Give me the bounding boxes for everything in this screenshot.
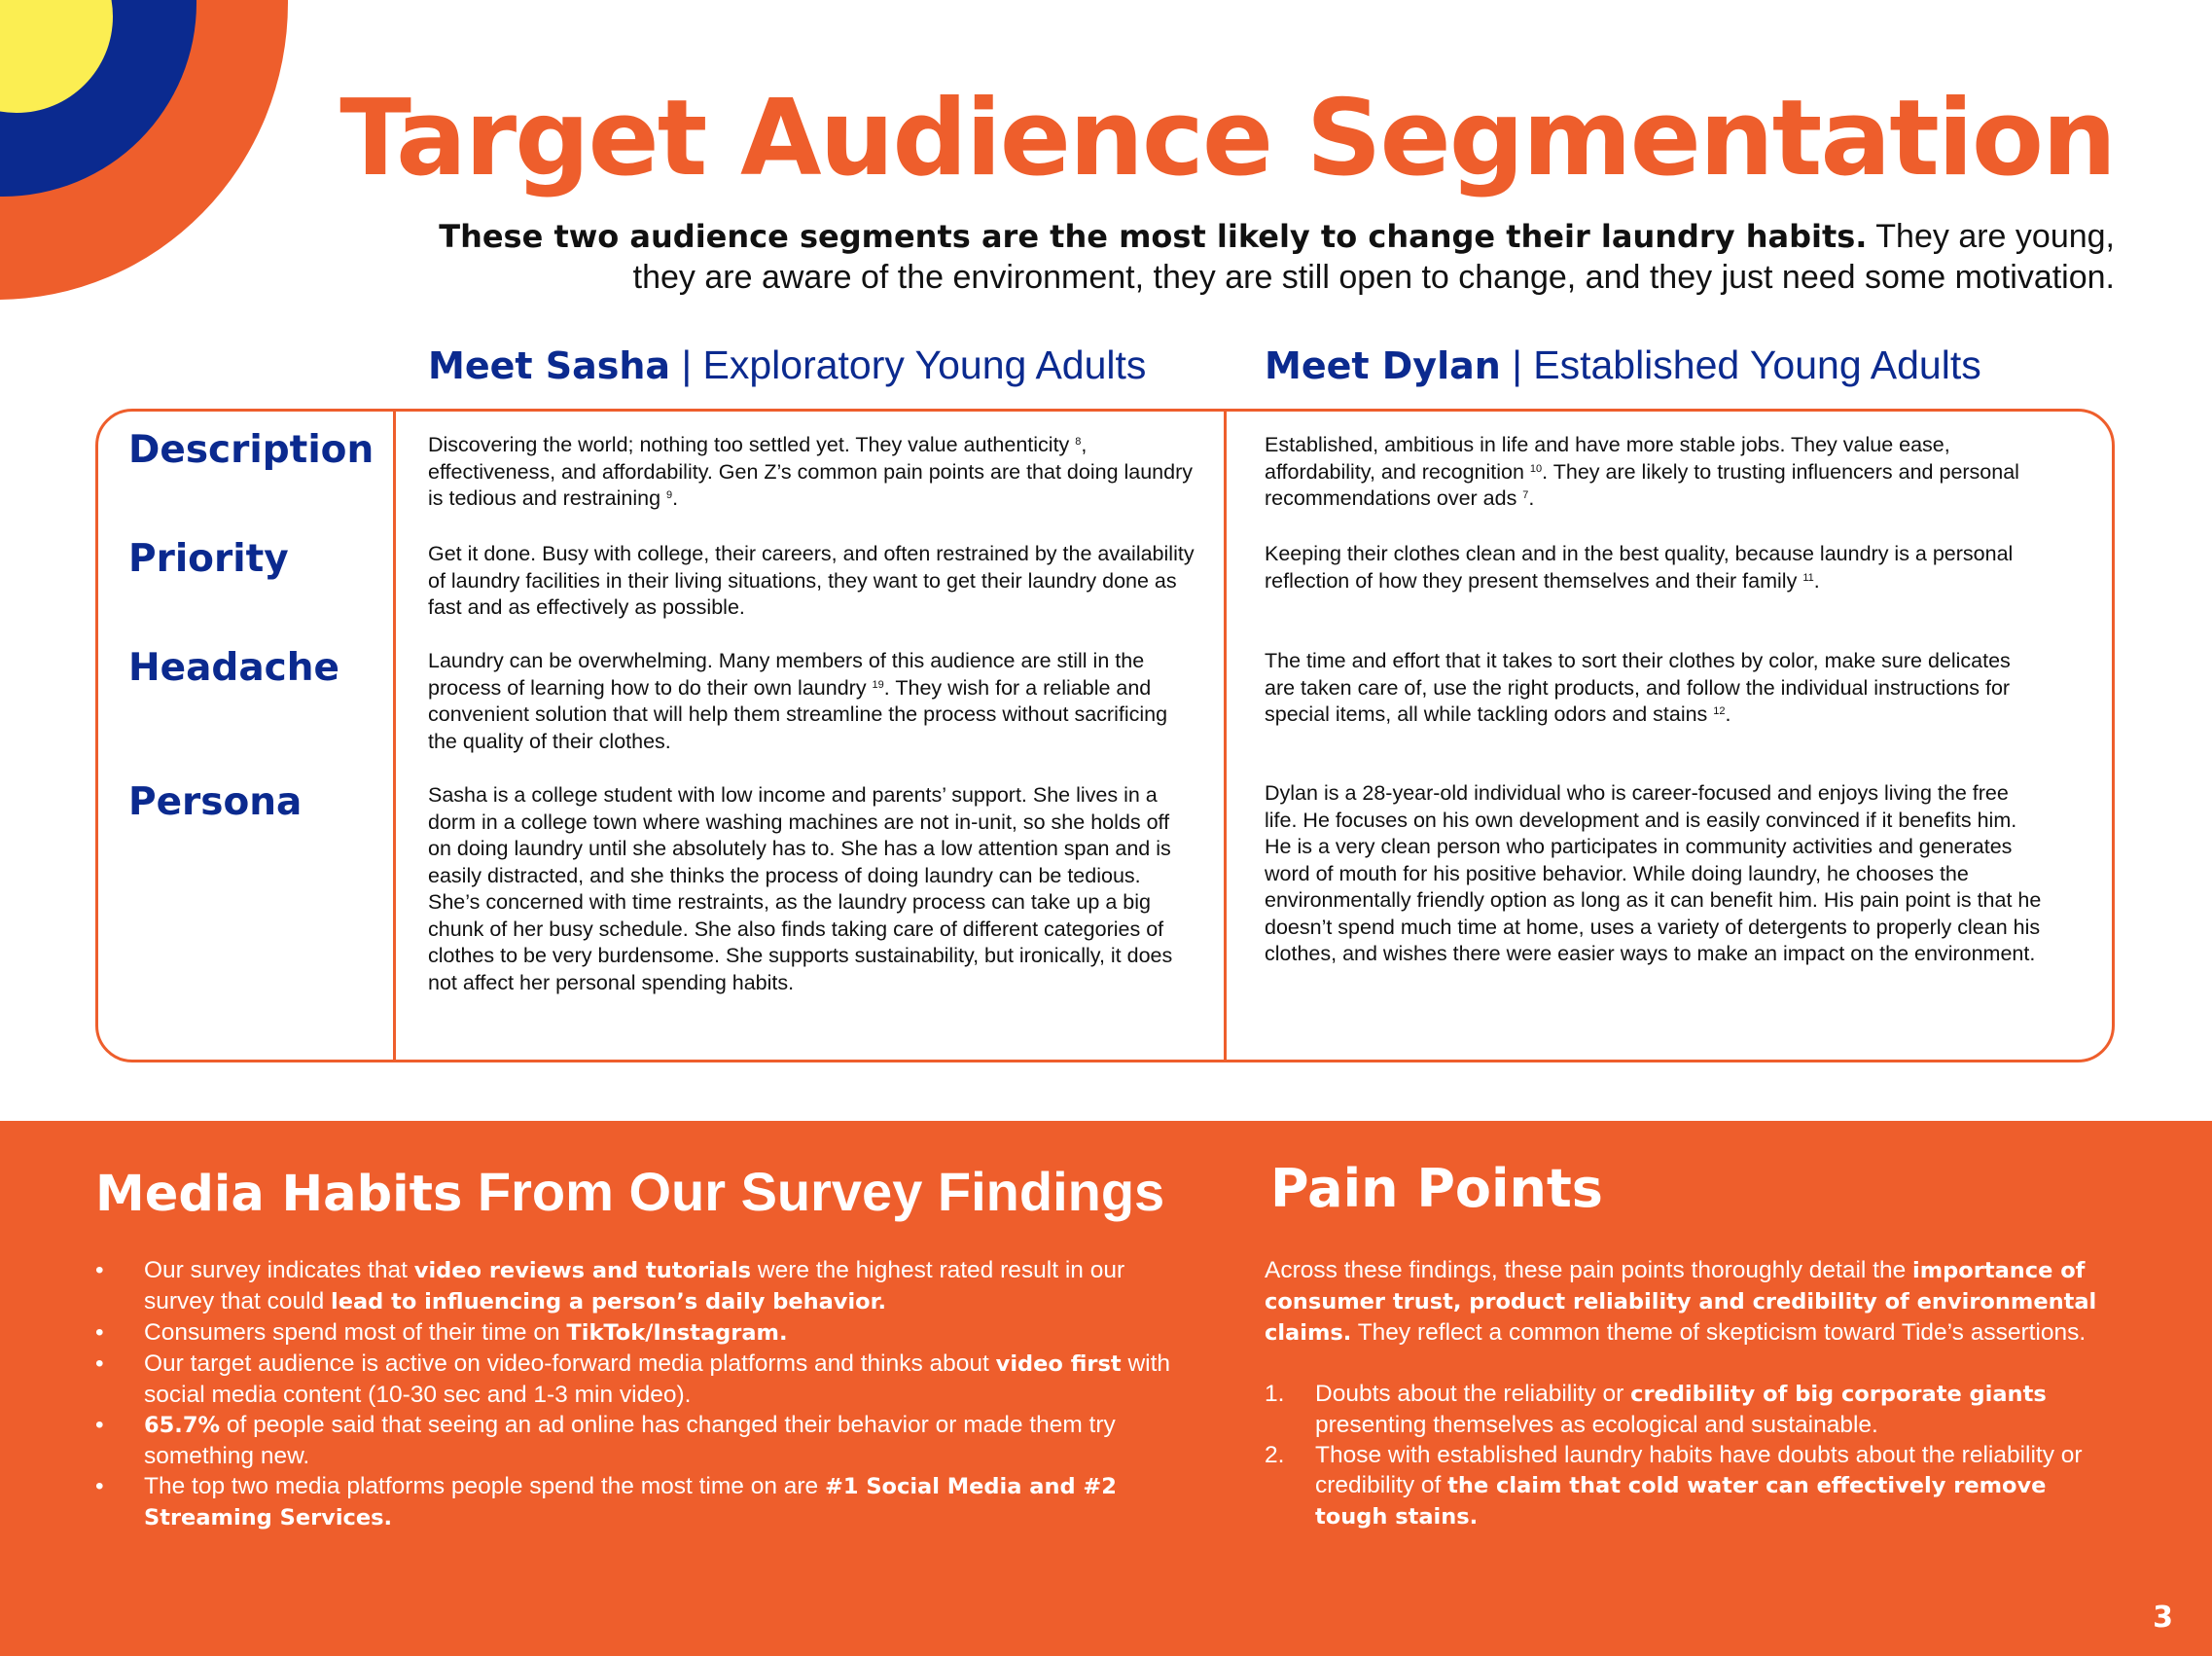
sasha-headache: Laundry can be overwhelming. Many members of this audience are still in the process of learning how to do their own laundry $^{19}$. They wish for a reliable and convenient solution that will help them streamline the process without sacrificing the quality of their clothes. <box>428 649 1168 753</box>
segment-sasha-label: Exploratory Young Adults <box>702 342 1147 387</box>
dylan-headache: The time and effort that it takes to sort their clothes by color, make sure delicates are taken care of, use the right products, and follow the individual instructions for special items, all while tackling odors and stains $^{12}$. <box>1265 649 2011 726</box>
sasha-persona: Sasha is a college student with low income and parents’ support. She lives in a dorm in a college town where washing machines are not in-unit, so she holds off on doing laundry until she absolutely has to. She has a low attention span and is easily distracted, and she thinks the process of doing laundry can be tedious. She’s concerned with time restraints, as the laundry process can take up a big chunk of her busy schedule. She also finds taking care of different categories of clothes to be very burdensome. She supports sustainability, but ironically, it does not affect her personal spending habits. <box>428 783 1173 994</box>
subtitle-bold: These two audience segments are the most likely to change their laundry habits. <box>439 218 1868 255</box>
column-header-sasha <box>428 342 1146 388</box>
page-number: 3 <box>2153 1601 2173 1635</box>
list-item: 2. Those with established laundry habits have doubts about the reliability or credibility of the claim that cold water can effectively remove tough stains. <box>1265 1442 2083 1530</box>
header-separator: | <box>1500 342 1534 387</box>
meet-sasha-label: Meet Sasha <box>428 344 671 387</box>
column-header-dylan <box>1265 342 1981 388</box>
decorative-circles <box>0 0 292 302</box>
dylan-description: Established, ambitious in life and have more stable jobs. They value ease, affordability, and recognition $^{10}$. They are likely to trusting influencers and personal recommendations over ads $^7$. <box>1265 433 2019 510</box>
meet-dylan-label: Meet Dylan <box>1265 344 1501 387</box>
pain-points-intro: Across these findings, these pain points thoroughly detail the importance of consumer trust, product reliability and credibility of environmental claims. They reflect a common theme of skepticism toward Tide’s assertions. <box>1265 1257 2097 1346</box>
list-item: 1. Doubts about the reliability or credibility of big corporate giants presenting themselves as ecological and sustainable. <box>1265 1381 2047 1438</box>
sasha-priority: Get it done. Busy with college, their careers, and often restrained by the availability of laundry facilities in their living situations, they want to get their laundry done as fast and as effectively as possible. <box>428 542 1195 619</box>
segment-dylan-label: Established Young Adults <box>1533 342 1981 387</box>
pain-points-title: Pain Points <box>1270 1158 1603 1219</box>
table-divider <box>393 410 396 1062</box>
dylan-persona: Dylan is a 28-year-old individual who is career-focused and enjoys living the free life. He focuses on his own development and is easily convinced if it benefits him. He is a very clean person who participates in community activities and generates word of mouth for his positive behavior. While doing laundry, he chooses the environmentally friendly option as long as it can benefit him. His pain point is that he doesn’t spend much time at home, uses a variety of detergents to properly clean his clothes, and wishes there were easier ways to make an impact on the environment. <box>1265 781 2042 965</box>
pain-points-body <box>1265 1255 2121 1532</box>
dylan-priority: Keeping their clothes clean and in the best quality, because laundry is a personal reflection of how they present themselves and their family $^{11}$. <box>1265 542 2014 593</box>
page-subtitle <box>383 216 2115 298</box>
table-divider <box>1224 410 1227 1062</box>
media-habits-list <box>95 1255 1185 1533</box>
row-label-description: Description <box>128 428 375 472</box>
row-label-headache: Headache <box>128 646 339 690</box>
subtitle-rest: They are young, they are aware of the environment, they are still open to change, and they just need some motivation. <box>632 218 2115 296</box>
header-separator: | <box>670 342 703 387</box>
pain-points-list <box>1265 1379 2121 1532</box>
list-item: • Our survey indicates that video reviews and tutorials were the highest rated result in our survey that could lead to influencing a person’s daily behavior. <box>95 1257 1125 1314</box>
page-title: Target Audience Segmentation <box>339 78 2115 199</box>
list-item: • Our target audience is active on video-forward media platforms and thinks about video first with social media content (10-30 sec and 1-3 min video). <box>95 1350 1171 1408</box>
media-habits-title: Media Habits From Our Survey Findings <box>95 1161 1165 1223</box>
row-label-priority: Priority <box>128 537 289 581</box>
sasha-description: Discovering the world; nothing too settled yet. They value authenticity $^8$, effectiveness, and affordability. Gen Z’s common pain points are that doing laundry is tedious and restraining $^9$. <box>428 433 1194 510</box>
list-item: • Consumers spend most of their time on TikTok/Instagram. <box>95 1319 788 1346</box>
row-label-persona: Persona <box>128 780 303 824</box>
list-item: • 65.7% of people said that seeing an ad online has changed their behavior or made them try something new. <box>95 1412 1116 1469</box>
list-item: • The top two media platforms people spend the most time on are #1 Social Media and #2 Streaming Services. <box>95 1473 1117 1530</box>
